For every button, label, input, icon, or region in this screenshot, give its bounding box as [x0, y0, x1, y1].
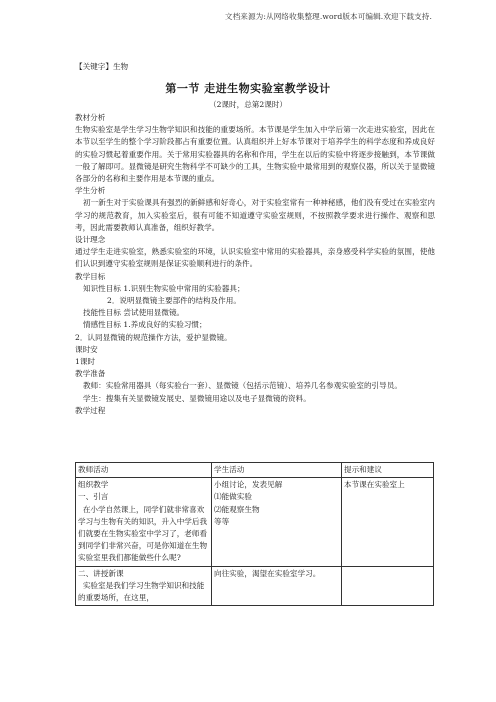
goal-emotion-1: 情感性目标 1.养成良好的实验习惯；	[83, 320, 207, 330]
table-header-row	[76, 463, 434, 478]
row2-teacher-cell: 二、讲授新课 实验室是我们学习生物学知识和技能的重要场所，在这里，	[76, 566, 212, 606]
goal-emotion-2: 2．认同显微镜的规范操作方法，爱护显微镜。	[75, 332, 232, 342]
header-note: 文档来源为:从网络收集整理.word版本可编辑.欢迎下载支持.	[224, 12, 432, 21]
schedule-heading: 课时安	[75, 344, 98, 354]
row1-teacher-cell: 组织教学 一、引言 在小学自然课上，同学们就非常喜欢学习与生物有关的知识，升入中学后我们就要在生物实验室中学习了，老师看到同学们非常兴奋，可是你知道在生物实验室里我们都能做些什么呢?	[76, 478, 212, 566]
goal-skill: 技能性目标 尝试使用显微镜。	[83, 308, 185, 318]
schedule-text: 1课时	[75, 357, 96, 367]
header-teacher: 教师活动	[76, 463, 212, 478]
row1-student-cell: 小组讨论，发表见解 ⑴能做实验 ⑵能观察生物 等等	[212, 478, 342, 566]
page-subtitle: （2课时，总第2课时）	[208, 100, 287, 109]
table-row	[76, 478, 434, 566]
table-row	[76, 566, 434, 606]
row2-student-cell: 向往实验，渴望在实验室学习。	[212, 566, 342, 606]
concept-text: 通过学生走进实验室，熟悉实验室的环境，认识实验室中常用的实验器具，亲身感受科学实验的氛围，使他们认识到遵守实验室规则是保证实验顺利进行的条件。	[75, 247, 435, 269]
goal-knowledge-2: 2．说明显微镜主要部件的结构及作用。	[107, 296, 241, 306]
prep-student: 学生：搜集有关显微镜发展史、显微镜用途以及电子显微镜的资料。	[83, 393, 311, 403]
keyword-line: 【关键字】生物	[75, 62, 129, 71]
material-text: 生物实验室是学生学习生物学知识和技能的重要场所。本节课是学生加入中学后第一次走进实验室，因此在本节以至学生的整个学习阶段都占有重要位置。认真组织并上好本节课对于培养学生的科学态度和养成良好的实验习惯起着重要作用。关于常用实验器具的名称和作用，学生在以后的实验中将逐步接触到，本节课做一般了解即可。显微镜是研究生物科学不可缺少的工具，生物实验中最常用到的观察仪器，所以关于显微镜各部分的名称和主要作用是本节课的重点。	[75, 125, 435, 184]
teaching-process-table	[75, 462, 434, 606]
header-student: 学生活动	[212, 463, 342, 478]
student-heading: 学生分析	[75, 186, 106, 196]
header-hint: 提示和建议	[342, 463, 434, 478]
row1-hint-cell: 本节课在实验室上	[342, 478, 434, 566]
student-text: 初一新生对于实验课具有强烈的新鲜感和好奇心，对于实验室常有一种神秘感，他们没有受过在实验室内学习的规范教育，加入实验室后，很有可能不知道遵守实验室规则，不按照教学要求进行操作、观察和思考，因此需要教师认真准备，组织好教学。	[75, 198, 435, 232]
process-heading: 教学过程	[75, 405, 106, 415]
material-heading: 教材分析	[75, 113, 106, 122]
page-title: 第一节 走进生物实验室教学设计	[165, 82, 331, 95]
prep-heading: 教学准备	[75, 369, 106, 379]
document-body	[75, 112, 435, 417]
goals-heading: 教学目标	[75, 271, 106, 281]
concept-heading: 设计理念	[75, 235, 106, 245]
row2-hint-cell	[342, 566, 434, 606]
prep-teacher: 教师：实验常用器具（每实验台一套）、显微镜（包括示范镜）、培养几名参观实验室的引导员。	[83, 381, 402, 391]
goal-knowledge-1: 知识性目标 1.识别生物实验中常用的实验器具；	[83, 283, 245, 293]
